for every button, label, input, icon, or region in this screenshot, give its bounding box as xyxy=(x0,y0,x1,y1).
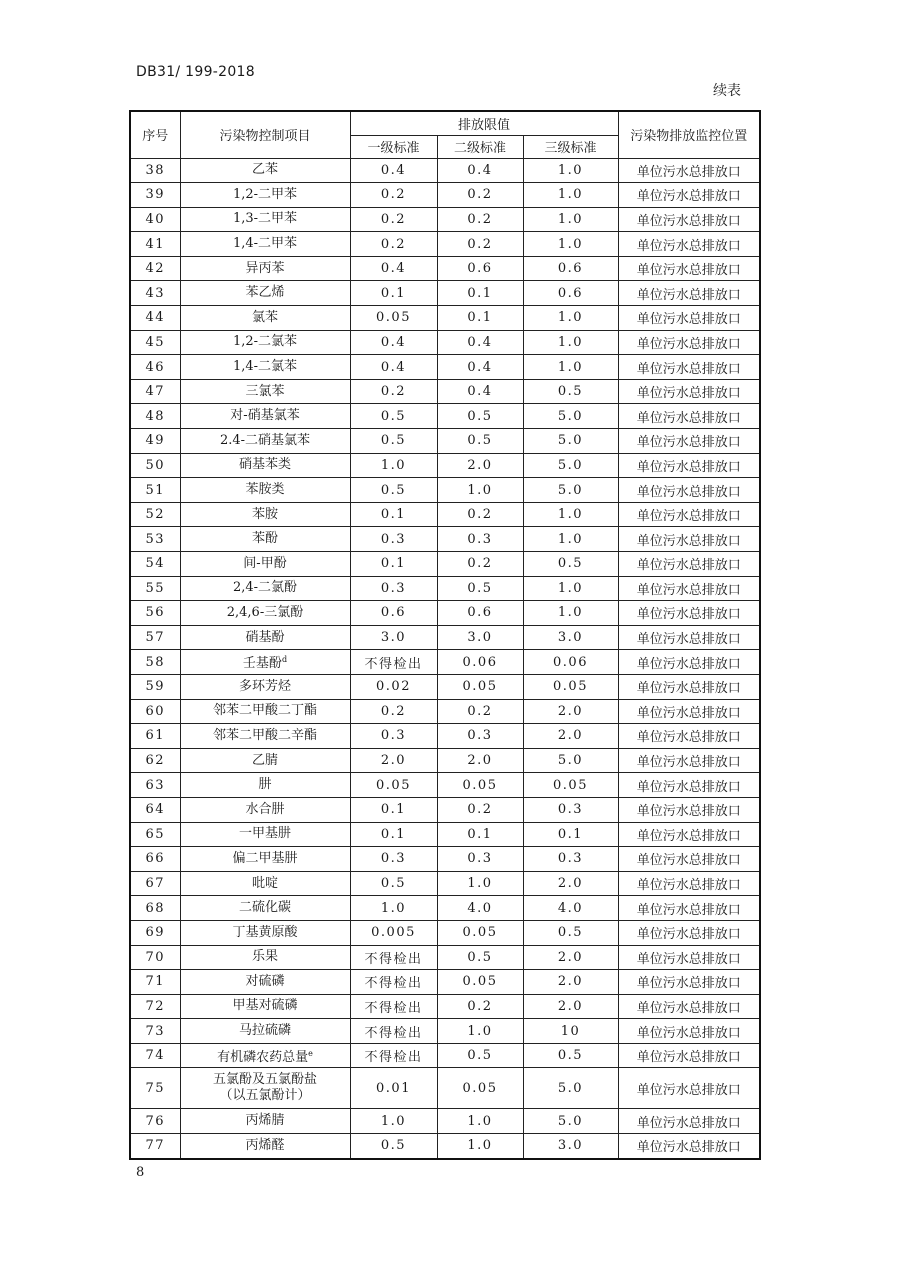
cell-level3: 1.0 xyxy=(523,183,618,208)
cell-monitor: 单位污水总排放口 xyxy=(618,748,760,773)
cell-level1: 0.1 xyxy=(350,281,437,306)
cell-level3: 1.0 xyxy=(523,232,618,257)
cell-level3: 0.05 xyxy=(523,674,618,699)
cell-level2: 0.5 xyxy=(437,1043,523,1068)
table-row xyxy=(130,748,760,773)
cell-seq: 70 xyxy=(130,945,180,970)
cell-monitor: 单位污水总排放口 xyxy=(618,1019,760,1044)
cell-monitor: 单位污水总排放口 xyxy=(618,207,760,232)
cell-level3: 0.06 xyxy=(523,650,618,675)
cell-seq: 53 xyxy=(130,527,180,552)
table-row xyxy=(130,256,760,281)
cell-level2: 1.0 xyxy=(437,871,523,896)
cell-seq: 76 xyxy=(130,1109,180,1134)
cell-seq: 50 xyxy=(130,453,180,478)
cell-level1: 0.1 xyxy=(350,502,437,527)
cell-monitor: 单位污水总排放口 xyxy=(618,478,760,503)
header-level2: 二级标准 xyxy=(437,135,523,158)
cell-level2: 3.0 xyxy=(437,625,523,650)
cell-seq: 48 xyxy=(130,404,180,429)
cell-level2: 0.2 xyxy=(437,797,523,822)
cell-level2: 0.4 xyxy=(437,355,523,380)
header-level1: 一级标准 xyxy=(350,135,437,158)
table-row xyxy=(130,355,760,380)
table-row xyxy=(130,994,760,1019)
cell-item: 1,2-二氯苯 xyxy=(180,330,350,355)
cell-monitor: 单位污水总排放口 xyxy=(618,847,760,872)
cell-level2: 0.4 xyxy=(437,330,523,355)
cell-level1: 0.4 xyxy=(350,355,437,380)
cell-item: 苯胺 xyxy=(180,502,350,527)
cell-level2: 0.3 xyxy=(437,847,523,872)
cell-item: 氯苯 xyxy=(180,306,350,331)
cell-item: 异丙苯 xyxy=(180,256,350,281)
cell-level1: 0.3 xyxy=(350,847,437,872)
cell-level3: 3.0 xyxy=(523,1134,618,1159)
cell-level2: 0.2 xyxy=(437,502,523,527)
cell-item: 对-硝基氯苯 xyxy=(180,404,350,429)
cell-level3: 3.0 xyxy=(523,625,618,650)
cell-monitor: 单位污水总排放口 xyxy=(618,379,760,404)
cell-monitor: 单位污水总排放口 xyxy=(618,674,760,699)
cell-level1: 0.05 xyxy=(350,306,437,331)
cell-seq: 69 xyxy=(130,920,180,945)
cell-seq: 54 xyxy=(130,552,180,577)
cell-level1: 0.5 xyxy=(350,404,437,429)
cell-level1: 0.6 xyxy=(350,601,437,626)
cell-level1: 0.1 xyxy=(350,822,437,847)
cell-level2: 0.6 xyxy=(437,256,523,281)
cell-item: 吡啶 xyxy=(180,871,350,896)
cell-seq: 66 xyxy=(130,847,180,872)
table-row xyxy=(130,797,760,822)
cell-seq: 56 xyxy=(130,601,180,626)
cell-level1: 3.0 xyxy=(350,625,437,650)
cell-seq: 60 xyxy=(130,699,180,724)
table-row xyxy=(130,281,760,306)
table-row xyxy=(130,625,760,650)
table-row xyxy=(130,576,760,601)
table-row xyxy=(130,502,760,527)
cell-item: 甲基对硫磷 xyxy=(180,994,350,1019)
header-monitor: 污染物排放监控位置 xyxy=(618,111,760,158)
cell-monitor: 单位污水总排放口 xyxy=(618,552,760,577)
table-row xyxy=(130,1134,760,1159)
cell-level3: 0.5 xyxy=(523,379,618,404)
table-row xyxy=(130,724,760,749)
cell-level1: 1.0 xyxy=(350,896,437,921)
cell-level1: 不得检出 xyxy=(350,945,437,970)
table-row xyxy=(130,404,760,429)
cell-item: 苯乙烯 xyxy=(180,281,350,306)
cell-seq: 64 xyxy=(130,797,180,822)
table-row xyxy=(130,552,760,577)
table-row xyxy=(130,970,760,995)
cell-level1: 0.2 xyxy=(350,699,437,724)
cell-level3: 5.0 xyxy=(523,1068,618,1109)
cell-level1: 0.5 xyxy=(350,478,437,503)
table-row xyxy=(130,1019,760,1044)
cell-seq: 51 xyxy=(130,478,180,503)
cell-level1: 0.01 xyxy=(350,1068,437,1109)
cell-item: 有机磷农药总量$^e$ xyxy=(180,1043,350,1068)
cell-item: 偏二甲基肼 xyxy=(180,847,350,872)
cell-level3: 0.6 xyxy=(523,256,618,281)
cell-level1: 不得检出 xyxy=(350,994,437,1019)
cell-seq: 41 xyxy=(130,232,180,257)
cell-level3: 0.5 xyxy=(523,920,618,945)
cell-seq: 61 xyxy=(130,724,180,749)
cell-item: 1,2-二甲苯 xyxy=(180,183,350,208)
cell-monitor: 单位污水总排放口 xyxy=(618,281,760,306)
cell-seq: 52 xyxy=(130,502,180,527)
cell-level2: 0.4 xyxy=(437,379,523,404)
cell-level1: 0.5 xyxy=(350,429,437,454)
cell-seq: 44 xyxy=(130,306,180,331)
cell-monitor: 单位污水总排放口 xyxy=(618,699,760,724)
cell-item: 三氯苯 xyxy=(180,379,350,404)
table-row xyxy=(130,896,760,921)
cell-item: 邻苯二甲酸二丁酯 xyxy=(180,699,350,724)
page-number: 8 xyxy=(136,1165,145,1180)
cell-seq: 68 xyxy=(130,896,180,921)
cell-level2: 1.0 xyxy=(437,478,523,503)
cell-level3: 0.1 xyxy=(523,822,618,847)
cell-seq: 43 xyxy=(130,281,180,306)
cell-monitor: 单位污水总排放口 xyxy=(618,601,760,626)
cell-level3: 5.0 xyxy=(523,453,618,478)
table-row xyxy=(130,158,760,183)
table-row xyxy=(130,453,760,478)
cell-level2: 0.05 xyxy=(437,970,523,995)
cell-level2: 0.05 xyxy=(437,920,523,945)
cell-level3: 0.05 xyxy=(523,773,618,798)
cell-level3: 1.0 xyxy=(523,306,618,331)
table-row xyxy=(130,601,760,626)
cell-level2: 0.1 xyxy=(437,306,523,331)
cell-level2: 0.3 xyxy=(437,724,523,749)
cell-seq: 39 xyxy=(130,183,180,208)
cell-level2: 2.0 xyxy=(437,748,523,773)
cell-level2: 0.5 xyxy=(437,429,523,454)
cell-item: 2,4,6-三氯酚 xyxy=(180,601,350,626)
cell-monitor: 单位污水总排放口 xyxy=(618,306,760,331)
cell-monitor: 单位污水总排放口 xyxy=(618,330,760,355)
table-row xyxy=(130,429,760,454)
cell-item: 邻苯二甲酸二辛酯 xyxy=(180,724,350,749)
cell-level1: 不得检出 xyxy=(350,650,437,675)
header-level3: 三级标准 xyxy=(523,135,618,158)
cell-level1: 0.005 xyxy=(350,920,437,945)
cell-level2: 0.2 xyxy=(437,994,523,1019)
cell-item: 壬基酚$^d$ xyxy=(180,650,350,675)
document-code: DB31/ 199-2018 xyxy=(136,64,255,80)
cell-monitor: 单位污水总排放口 xyxy=(618,994,760,1019)
cell-level1: 0.3 xyxy=(350,527,437,552)
cell-item: 1,3-二甲苯 xyxy=(180,207,350,232)
cell-seq: 65 xyxy=(130,822,180,847)
cell-level1: 1.0 xyxy=(350,453,437,478)
cell-level2: 0.05 xyxy=(437,674,523,699)
table-row xyxy=(130,478,760,503)
table-row xyxy=(130,527,760,552)
header-seq: 序号 xyxy=(130,111,180,158)
cell-level3: 2.0 xyxy=(523,970,618,995)
table-row xyxy=(130,183,760,208)
cell-monitor: 单位污水总排放口 xyxy=(618,650,760,675)
cell-level1: 2.0 xyxy=(350,748,437,773)
header-item: 污染物控制项目 xyxy=(180,111,350,158)
cell-level3: 0.5 xyxy=(523,1043,618,1068)
cell-monitor: 单位污水总排放口 xyxy=(618,970,760,995)
table-row xyxy=(130,1068,760,1109)
cell-seq: 67 xyxy=(130,871,180,896)
cell-monitor: 单位污水总排放口 xyxy=(618,502,760,527)
cell-level3: 1.0 xyxy=(523,330,618,355)
cell-level3: 0.6 xyxy=(523,281,618,306)
cell-monitor: 单位污水总排放口 xyxy=(618,232,760,257)
cell-level2: 0.1 xyxy=(437,281,523,306)
cell-level2: 0.1 xyxy=(437,822,523,847)
cell-item: 乐果 xyxy=(180,945,350,970)
cell-level3: 5.0 xyxy=(523,429,618,454)
cell-item: 硝基苯类 xyxy=(180,453,350,478)
cell-level2: 0.4 xyxy=(437,158,523,183)
cell-level1: 0.3 xyxy=(350,576,437,601)
cell-seq: 71 xyxy=(130,970,180,995)
cell-level3: 1.0 xyxy=(523,502,618,527)
cell-level3: 5.0 xyxy=(523,748,618,773)
cell-item: 乙苯 xyxy=(180,158,350,183)
cell-monitor: 单位污水总排放口 xyxy=(618,404,760,429)
cell-level2: 2.0 xyxy=(437,453,523,478)
cell-item: 多环芳烃 xyxy=(180,674,350,699)
cell-level2: 1.0 xyxy=(437,1109,523,1134)
cell-level2: 0.2 xyxy=(437,183,523,208)
table-row xyxy=(130,330,760,355)
cell-item: 1,4-二甲苯 xyxy=(180,232,350,257)
cell-seq: 42 xyxy=(130,256,180,281)
table-row xyxy=(130,1109,760,1134)
cell-seq: 72 xyxy=(130,994,180,1019)
cell-monitor: 单位污水总排放口 xyxy=(618,773,760,798)
cell-level2: 1.0 xyxy=(437,1134,523,1159)
cell-level3: 10 xyxy=(523,1019,618,1044)
cell-item: 2,4-二氯酚 xyxy=(180,576,350,601)
cell-monitor: 单位污水总排放口 xyxy=(618,256,760,281)
table-row xyxy=(130,207,760,232)
cell-level3: 1.0 xyxy=(523,207,618,232)
cell-item: 马拉硫磷 xyxy=(180,1019,350,1044)
continued-label: 续表 xyxy=(713,83,741,99)
cell-monitor: 单位污水总排放口 xyxy=(618,871,760,896)
cell-monitor: 单位污水总排放口 xyxy=(618,945,760,970)
cell-monitor: 单位污水总排放口 xyxy=(618,429,760,454)
cell-level3: 1.0 xyxy=(523,601,618,626)
cell-seq: 63 xyxy=(130,773,180,798)
table-row xyxy=(130,945,760,970)
cell-level3: 5.0 xyxy=(523,404,618,429)
cell-monitor: 单位污水总排放口 xyxy=(618,896,760,921)
cell-level1: 0.4 xyxy=(350,158,437,183)
cell-level2: 0.05 xyxy=(437,773,523,798)
cell-level1: 0.2 xyxy=(350,232,437,257)
cell-level1: 0.2 xyxy=(350,207,437,232)
cell-item: 硝基酚 xyxy=(180,625,350,650)
cell-level2: 0.6 xyxy=(437,601,523,626)
footnote-marker: e xyxy=(308,1048,313,1058)
cell-level2: 0.06 xyxy=(437,650,523,675)
cell-level2: 0.5 xyxy=(437,404,523,429)
table-body xyxy=(130,158,760,1159)
cell-monitor: 单位污水总排放口 xyxy=(618,158,760,183)
cell-item: 一甲基肼 xyxy=(180,822,350,847)
cell-seq: 40 xyxy=(130,207,180,232)
cell-seq: 45 xyxy=(130,330,180,355)
cell-level1: 0.4 xyxy=(350,330,437,355)
cell-level1: 0.5 xyxy=(350,1134,437,1159)
cell-monitor: 单位污水总排放口 xyxy=(618,183,760,208)
cell-level3: 1.0 xyxy=(523,576,618,601)
cell-level3: 5.0 xyxy=(523,478,618,503)
header-limit-group: 排放限值 xyxy=(350,111,618,135)
cell-level2: 0.2 xyxy=(437,207,523,232)
cell-monitor: 单位污水总排放口 xyxy=(618,1043,760,1068)
cell-monitor: 单位污水总排放口 xyxy=(618,453,760,478)
cell-seq: 75 xyxy=(130,1068,180,1109)
cell-level2: 0.2 xyxy=(437,232,523,257)
cell-level2: 0.2 xyxy=(437,552,523,577)
cell-item: 五氯酚及五氯酚盐 （以五氯酚计） xyxy=(180,1068,350,1109)
cell-item: 肼 xyxy=(180,773,350,798)
cell-level3: 2.0 xyxy=(523,945,618,970)
table-row xyxy=(130,379,760,404)
cell-monitor: 单位污水总排放口 xyxy=(618,1134,760,1159)
cell-item: 丁基黄原酸 xyxy=(180,920,350,945)
cell-seq: 46 xyxy=(130,355,180,380)
cell-level3: 4.0 xyxy=(523,896,618,921)
cell-level2: 0.05 xyxy=(437,1068,523,1109)
cell-level3: 1.0 xyxy=(523,355,618,380)
cell-level1: 0.4 xyxy=(350,256,437,281)
cell-seq: 38 xyxy=(130,158,180,183)
cell-monitor: 单位污水总排放口 xyxy=(618,527,760,552)
cell-monitor: 单位污水总排放口 xyxy=(618,355,760,380)
cell-level3: 1.0 xyxy=(523,527,618,552)
table-row xyxy=(130,822,760,847)
cell-seq: 49 xyxy=(130,429,180,454)
cell-seq: 59 xyxy=(130,674,180,699)
cell-seq: 58 xyxy=(130,650,180,675)
cell-level1: 0.5 xyxy=(350,871,437,896)
cell-seq: 77 xyxy=(130,1134,180,1159)
cell-seq: 55 xyxy=(130,576,180,601)
cell-item: 2.4-二硝基氯苯 xyxy=(180,429,350,454)
cell-item: 水合肼 xyxy=(180,797,350,822)
cell-level3: 0.3 xyxy=(523,847,618,872)
cell-seq: 62 xyxy=(130,748,180,773)
cell-item: 间-甲酚 xyxy=(180,552,350,577)
cell-monitor: 单位污水总排放口 xyxy=(618,797,760,822)
cell-level1: 0.2 xyxy=(350,379,437,404)
cell-level1: 0.05 xyxy=(350,773,437,798)
cell-monitor: 单位污水总排放口 xyxy=(618,576,760,601)
cell-seq: 74 xyxy=(130,1043,180,1068)
cell-level1: 0.2 xyxy=(350,183,437,208)
cell-monitor: 单位污水总排放口 xyxy=(618,625,760,650)
cell-level2: 0.2 xyxy=(437,699,523,724)
cell-item: 苯酚 xyxy=(180,527,350,552)
cell-level1: 0.02 xyxy=(350,674,437,699)
cell-item: 对硫磷 xyxy=(180,970,350,995)
cell-item: 乙腈 xyxy=(180,748,350,773)
cell-monitor: 单位污水总排放口 xyxy=(618,1109,760,1134)
cell-level3: 2.0 xyxy=(523,871,618,896)
cell-level3: 2.0 xyxy=(523,724,618,749)
cell-level3: 1.0 xyxy=(523,158,618,183)
cell-level3: 2.0 xyxy=(523,994,618,1019)
cell-item: 二硫化碳 xyxy=(180,896,350,921)
table-row xyxy=(130,871,760,896)
cell-level1: 不得检出 xyxy=(350,1043,437,1068)
cell-level2: 0.3 xyxy=(437,527,523,552)
cell-item: 苯胺类 xyxy=(180,478,350,503)
table-row xyxy=(130,306,760,331)
table-row xyxy=(130,920,760,945)
cell-item: 丙烯腈 xyxy=(180,1109,350,1134)
cell-level1: 0.1 xyxy=(350,797,437,822)
table-row xyxy=(130,699,760,724)
cell-level1: 0.1 xyxy=(350,552,437,577)
cell-item: 1,4-二氯苯 xyxy=(180,355,350,380)
table-row xyxy=(130,232,760,257)
cell-seq: 73 xyxy=(130,1019,180,1044)
cell-level2: 4.0 xyxy=(437,896,523,921)
cell-monitor: 单位污水总排放口 xyxy=(618,1068,760,1109)
cell-level3: 0.5 xyxy=(523,552,618,577)
cell-seq: 57 xyxy=(130,625,180,650)
cell-level3: 0.3 xyxy=(523,797,618,822)
footnote-marker: d xyxy=(281,655,288,665)
cell-level3: 5.0 xyxy=(523,1109,618,1134)
cell-level1: 0.3 xyxy=(350,724,437,749)
cell-monitor: 单位污水总排放口 xyxy=(618,724,760,749)
cell-level3: 2.0 xyxy=(523,699,618,724)
pollutant-limits-table xyxy=(129,110,761,1160)
table-row xyxy=(130,773,760,798)
cell-level2: 0.5 xyxy=(437,576,523,601)
cell-item: 丙烯醛 xyxy=(180,1134,350,1159)
cell-level1: 不得检出 xyxy=(350,970,437,995)
cell-level1: 1.0 xyxy=(350,1109,437,1134)
cell-level2: 1.0 xyxy=(437,1019,523,1044)
cell-level1: 不得检出 xyxy=(350,1019,437,1044)
cell-level2: 0.5 xyxy=(437,945,523,970)
table-row xyxy=(130,650,760,675)
cell-seq: 47 xyxy=(130,379,180,404)
cell-monitor: 单位污水总排放口 xyxy=(618,920,760,945)
table-row xyxy=(130,674,760,699)
cell-monitor: 单位污水总排放口 xyxy=(618,822,760,847)
table-row xyxy=(130,847,760,872)
table-row xyxy=(130,1043,760,1068)
